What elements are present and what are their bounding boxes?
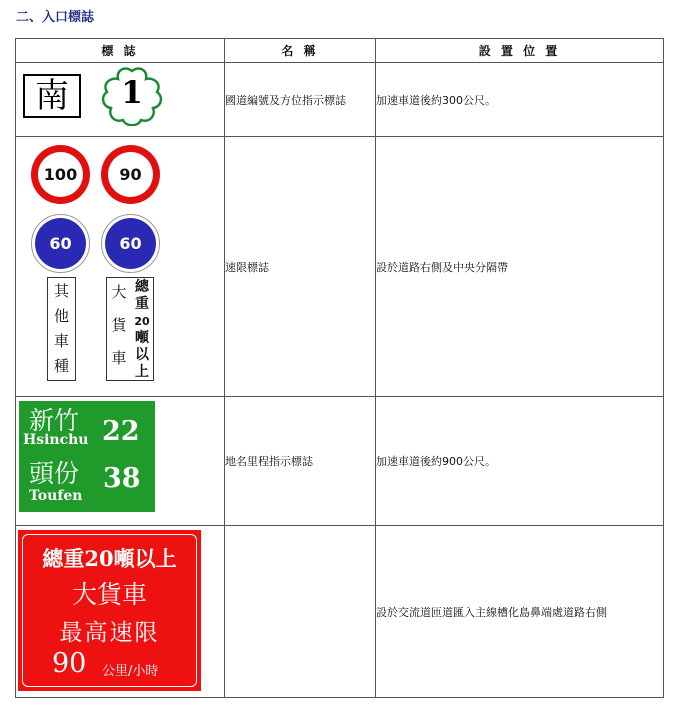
header-sign: 標 誌 [16, 39, 225, 63]
truck-plate: 大 貨 車 總 重 20 噸 以 上 [106, 277, 154, 381]
sign-name [225, 526, 376, 698]
table-row [16, 63, 664, 137]
sign-position: 設於交流道匝道匯入主線槽化島鼻端處道路右側 [376, 526, 664, 698]
sign-position: 加速車道後約300公尺。 [376, 63, 664, 137]
table-row [16, 397, 664, 526]
sign-image-truck-limit [16, 526, 225, 698]
min-speed-sign: 60 [31, 214, 90, 273]
section-title: 二、入口標誌 [16, 10, 95, 25]
max-speed-sign: 100 [31, 145, 90, 204]
vehicle-type-plate: 其 他 車 種 [47, 277, 76, 381]
max-speed-sign: 90 [101, 145, 160, 204]
distance-sign: 新竹 Hsinchu 22 頭份 Toufen 38 [19, 401, 155, 512]
route-number: 1 [121, 75, 143, 111]
header-position: 設 置 位 置 [376, 39, 664, 63]
entrance-signs-table [15, 38, 664, 698]
sign-name: 速限標誌 [225, 137, 376, 397]
sign-image-speed-limit [16, 137, 225, 397]
sign-image-distance [16, 397, 225, 526]
sign-image-route [16, 63, 225, 137]
truck-speed-sign: 總重20噸以上 大貨車 最高速限 90 公里/小時 [18, 530, 201, 691]
min-speed-sign: 60 [101, 214, 160, 273]
header-name: 名 稱 [225, 39, 376, 63]
table-row [16, 526, 664, 698]
sign-position: 加速車道後約900公尺。 [376, 397, 664, 526]
sign-position: 設於道路右側及中央分隔帶 [376, 137, 664, 397]
sign-name: 國道編號及方位指示標誌 [225, 63, 376, 137]
sign-name: 地名里程指示標誌 [225, 397, 376, 526]
table-row [16, 137, 664, 397]
direction-sign: 南 [23, 74, 81, 118]
header-row [16, 39, 664, 63]
